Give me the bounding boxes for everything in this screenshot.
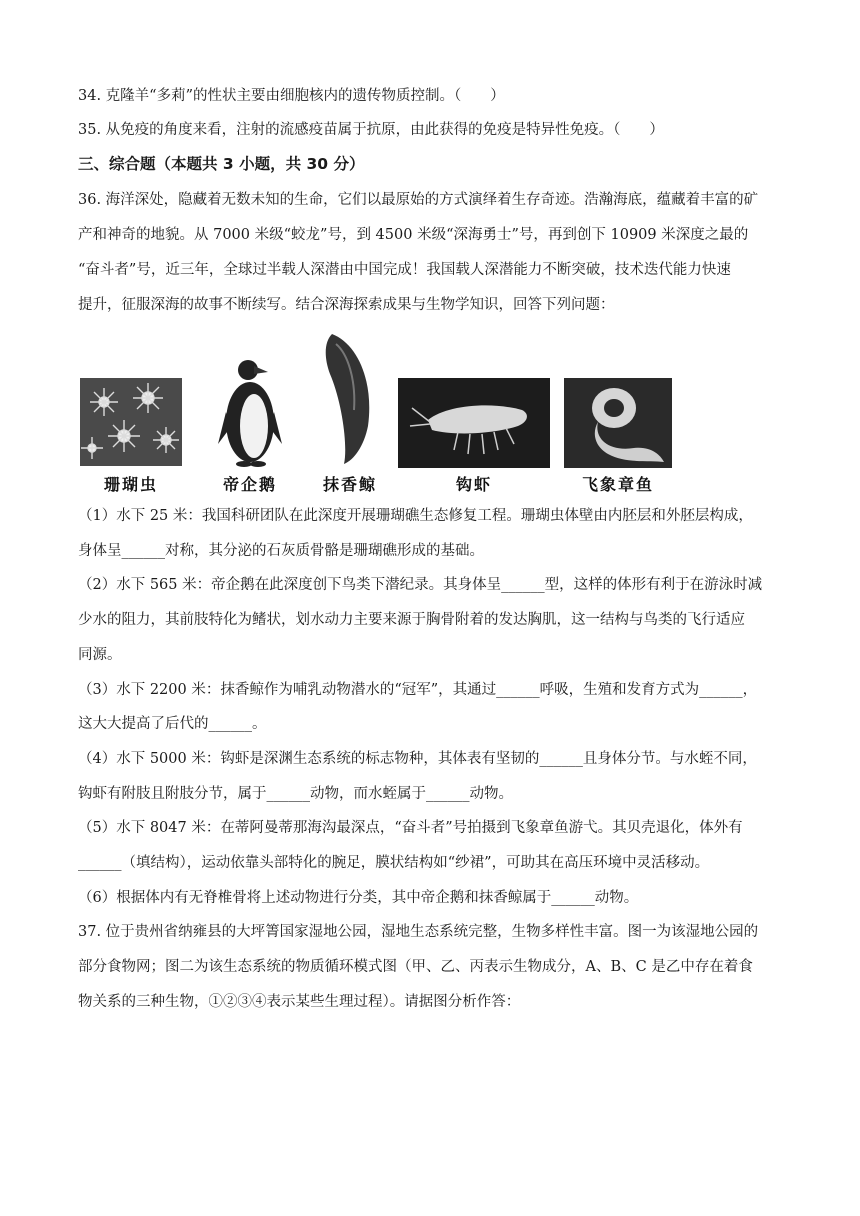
emperor-penguin-image <box>208 352 292 468</box>
question-35: 35. 从免疫的角度来看，注射的流感疫苗属于抗原，由此获得的免疫是特异性免疫。（ ） <box>78 122 664 138</box>
question-37-line-3: 物关系的三种生物，①②③④表示某些生理过程）。请据图分析作答： <box>78 994 521 1010</box>
question-34: 34. 克隆羊“多莉”的性状主要由细胞核内的遗传物质控制。（ ） <box>78 88 505 104</box>
coral-polyp-image <box>80 378 182 466</box>
part-2-line-3: 同源。 <box>78 647 122 663</box>
question-37-line-1: 37. 位于贵州省纳雍县的大坪箐国家湿地公园，湿地生态系统完整，生物多样性丰富。图一为该湿地公园的 <box>78 924 759 940</box>
caption-dumbo-octopus: 飞象章鱼 <box>581 475 654 494</box>
section-title: 三、综合题（本题共 3 小题，共 30 分） <box>78 155 365 173</box>
part-6: （6）根据体内有无脊椎骨将上述动物进行分类，其中帝企鹅和抹香鲸属于______动物。 <box>78 890 639 906</box>
caption-coral-polyp: 珊瑚虫 <box>103 475 158 494</box>
question-36-line-4: 提升，征服深海的故事不断续写。结合深海探索成果与生物学知识，回答下列问题： <box>78 297 615 313</box>
caption-emperor-penguin: 帝企鹅 <box>222 475 277 494</box>
question-36-line-1: 36. 海洋深处，隐藏着无数未知的生命，它们以最原始的方式演绎着生存奇迹。浩瀚海底，蕴藏着丰富的矿 <box>78 192 759 208</box>
part-5-line-2: ______（填结构），运动依靠头部特化的腕足，膜状结构如“纱裙”，可助其在高压环境中灵活移动。 <box>78 855 710 871</box>
dumbo-octopus-image <box>564 378 672 468</box>
question-37-line-2: 部分食物网；图二为该生态系统的物质循环模式图（甲、乙、丙表示生物成分，A、B、C 是乙中存在着食 <box>78 959 753 975</box>
part-2-line-1: （2）水下 565 米：帝企鹅在此深度创下鸟类下潜纪录。其身体呈______型，这样的体形有利于在游泳时减 <box>78 577 763 593</box>
part-1-line-1: （1）水下 25 米：我国科研团队在此深度开展珊瑚礁生态修复工程。珊瑚虫体壁由内胚层和外胚层构成， <box>78 508 753 524</box>
caption-amphipod: 钩虾 <box>455 475 492 494</box>
part-1-line-2: 身体呈______对称，其分泌的石灰质骨骼是珊瑚礁形成的基础。 <box>78 543 484 559</box>
part-5-line-1: （5）水下 8047 米：在蒂阿曼蒂那海沟最深点，“奋斗者”号拍摄到飞象章鱼游弋。其贝壳退化，体外有 <box>78 820 743 836</box>
animal-figure <box>78 330 678 500</box>
amphipod-image <box>398 378 550 468</box>
question-36-line-3: “奋斗者”号，近三年，全球过半载人深潜由中国完成！我国载人深潜能力不断突破，技术迭代能力快速 <box>78 262 731 278</box>
part-4-line-2: 钩虾有附肢且附肢分节，属于______动物，而水蛭属于______动物。 <box>78 786 513 802</box>
part-4-line-1: （4）水下 5000 米：钩虾是深渊生态系统的标志物种，其体表有坚韧的______且身体分节。与水蛭不同， <box>78 751 757 767</box>
question-36-line-2: 产和神奇的地貌。从 7000 米级“蛟龙”号，到 4500 米级“深海勇士”号，再到创下 10909 米深度之最的 <box>78 227 749 243</box>
part-2-line-2: 少水的阻力，其前肢特化为鳍状，划水动力主要来源于胸骨附着的发达胸肌，这一结构与鸟类的飞行适应 <box>78 612 745 628</box>
sperm-whale-image <box>318 330 382 466</box>
caption-sperm-whale: 抹香鲸 <box>322 475 377 494</box>
part-3-line-1: （3）水下 2200 米：抹香鲸作为哺乳动物潜水的“冠军”，其通过______呼吸，生殖和发育方式为______， <box>78 682 758 698</box>
part-3-line-2: 这大大提高了后代的______。 <box>78 716 267 732</box>
